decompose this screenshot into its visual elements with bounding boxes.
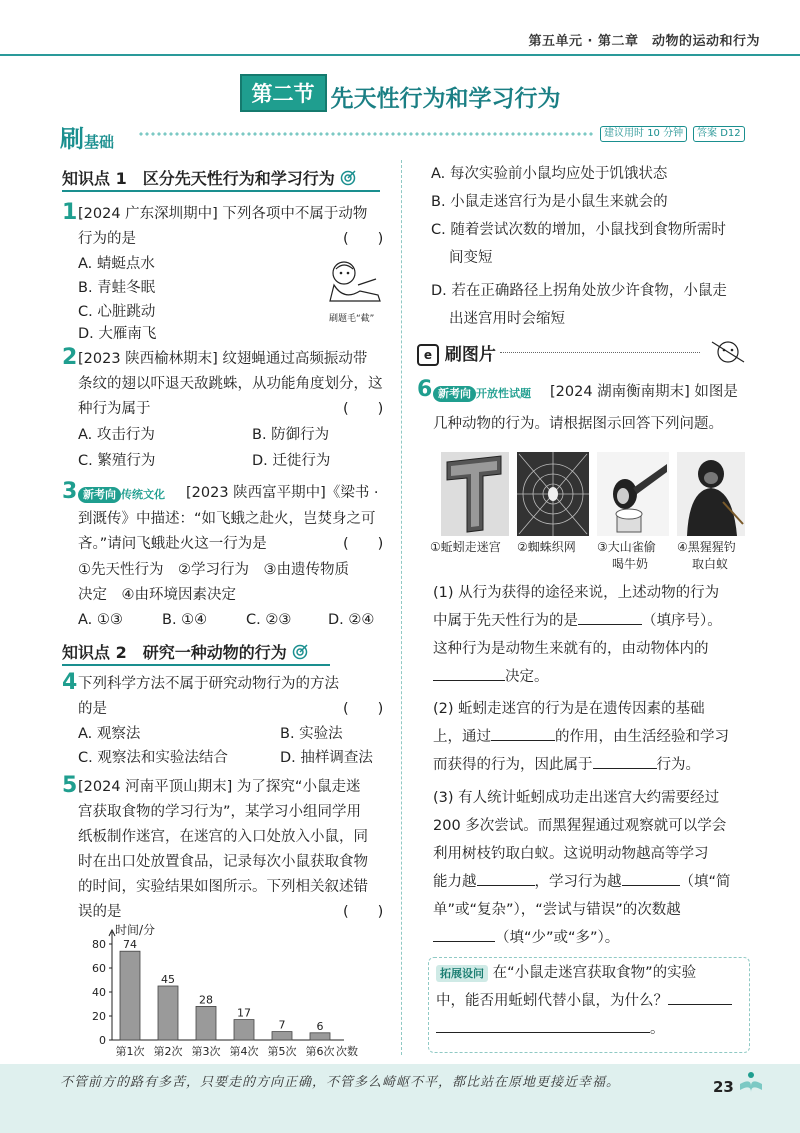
q6-p3-line1: (3) 有人统计蚯蚓成功走出迷宫大约需要经过 — [433, 790, 720, 806]
q5-stem-3: 纸板制作迷宫，在迷宫的入口处放入小鼠，同 — [78, 829, 368, 845]
picture-icon: e — [417, 344, 439, 366]
traditional-culture-tag: 传统文化 — [121, 488, 165, 501]
q6-p1-line4: 决定。 — [433, 665, 549, 689]
q6-p1-blank-1[interactable] — [578, 609, 642, 625]
suggested-time-tag: 建议用时 10 分钟 — [600, 126, 687, 142]
q3-stem-2: 到溉传》中描述：“如飞蛾之赴火，岂焚身之可 — [78, 511, 376, 527]
kp1-underline — [62, 190, 380, 192]
extension-tag: 拓展设问 — [436, 965, 488, 982]
knowledge-point-2-title: 知识点 2 研究一种动物的行为 — [62, 640, 308, 663]
q2-answer-paren: ( ) — [343, 401, 384, 417]
earthworm-maze-image — [441, 452, 509, 536]
x-tick-label: 第4次 — [229, 1045, 259, 1058]
x-tick-label: 第5次 — [267, 1045, 297, 1058]
q1-stem-1: [2024 广东深圳期中] 下列各项中不属于动物 — [78, 206, 368, 222]
q3-stem-3: 吝。”请问飞蛾赴火这一行为是 — [78, 536, 267, 552]
q6-p2-blank-2[interactable] — [593, 753, 657, 769]
image-caption-2: ②蜘蛛织网 — [517, 540, 576, 554]
q2-option-b[interactable]: B. 防御行为 — [252, 427, 330, 443]
q1-cartoon-caption: 刷题毛“截” — [329, 314, 375, 324]
extension-blank-2[interactable] — [436, 1017, 650, 1033]
q6-p2-line3: 而获得的行为，因此属于 行为。 — [433, 753, 700, 777]
q6-p3-line3: 利用树枝钓取白蚁。这说明动物越高等学习 — [433, 846, 709, 862]
target-icon — [340, 170, 356, 186]
q6-p2-line1: (2) 蚯蚓走迷宫的行为是在遗传因素的基础 — [433, 701, 705, 717]
q5-option-d-line2[interactable]: 出迷宫用时会缩短 — [449, 311, 565, 327]
footer-motto: 不管前方的路有多苦，只要走的方向正确，不管多么崎岖不平，都比站在原地更接近幸福。 — [60, 1075, 621, 1090]
tit-drinking-milk-image — [597, 452, 669, 536]
q5-option-b[interactable]: B. 小鼠走迷宫行为是小鼠生来就会的 — [431, 194, 668, 210]
page-number: 23 — [713, 1078, 734, 1096]
q6-p3-blank-2[interactable] — [622, 870, 680, 886]
bar — [310, 1033, 330, 1040]
pencil-mascot-icon — [708, 336, 748, 366]
q6-p3-line5: 单”或“复杂”），“尝试与错误”的次数越 — [433, 902, 681, 918]
q1-answer-paren: ( ) — [343, 231, 384, 247]
dotted-divider — [138, 131, 593, 137]
x-tick-label: 第1次 — [115, 1045, 145, 1058]
q2-option-d[interactable]: D. 迁徙行为 — [252, 453, 331, 469]
q2-number: 2 — [62, 345, 78, 370]
q1-option-b[interactable]: B. 青蛙冬眠 — [78, 280, 156, 296]
q4-option-b[interactable]: B. 实验法 — [280, 726, 343, 742]
bar — [120, 951, 140, 1040]
q3-option-a[interactable]: A. ①③ — [78, 612, 123, 628]
q5-option-c-line1[interactable]: C. 随着尝试次数的增加，小鼠找到食物所需时 — [431, 222, 726, 238]
q6-p3-line4: 能力越 ，学习行为越 （填“简 — [433, 870, 731, 894]
q2-stem-2: 条纹的翅以吓退天敌跳蛛，从功能角度划分，这 — [78, 376, 383, 392]
q6-p1-blank-2[interactable] — [433, 665, 505, 681]
answer-page-tag: 答案 D12 — [693, 126, 745, 142]
q3-tags — [78, 483, 165, 503]
y-tick-label: 0 — [99, 1034, 106, 1047]
q6-stem-2: 几种动物的行为。请根据图示回答下列问题。 — [433, 416, 723, 432]
q6-p1-line1: (1) 从行为获得的途径来说，上述动物的行为 — [433, 585, 720, 601]
q4-stem-2: 的是 — [78, 701, 107, 717]
q1-cartoon-image — [320, 255, 386, 307]
q1-number: 1 — [62, 200, 78, 225]
q6-p3-blank-1[interactable] — [477, 870, 535, 886]
q5-stem-5: 的时间，实验结果如图所示。下列相关叙述错 — [78, 879, 368, 895]
q1-option-d[interactable]: D. 大雁南飞 — [78, 326, 157, 342]
q3-statements-1: ①先天性行为 ②学习行为 ③由遗传物质 — [78, 562, 349, 578]
extension-blank-1[interactable] — [668, 989, 732, 1005]
bar-value-label: 7 — [278, 1018, 286, 1032]
image-caption-4b: 取白蚁 — [692, 557, 729, 571]
x-tick-label: 第6次 — [305, 1045, 335, 1058]
knowledge-point-1-title: 知识点 1 区分先天性行为和学习行为 — [62, 166, 356, 189]
q3-statements-2: 决定 ④由环境因素决定 — [78, 587, 236, 603]
q3-number: 3 — [62, 479, 78, 504]
q2-stem-3: 种行为属于 — [78, 401, 151, 417]
bar — [272, 1032, 292, 1040]
q1-option-c[interactable]: C. 心脏跳动 — [78, 304, 156, 320]
header-rule — [0, 54, 800, 56]
q5-option-d-line1[interactable]: D. 若在正确路径上拐角处放少许食物，小鼠走 — [431, 283, 727, 299]
target-icon — [292, 644, 308, 660]
new-direction-tag: 新考向 — [433, 386, 476, 402]
q5-option-a[interactable]: A. 每次实验前小鼠均应处于饥饿状态 — [431, 166, 668, 182]
q4-stem-1: 下列科学方法不属于研究动物行为的方法 — [78, 676, 339, 692]
q6-p3-blank-3[interactable] — [433, 926, 495, 942]
q5-stem-4: 时在出口处放置食品，记录每次小鼠获取食物 — [78, 854, 368, 870]
x-axis-label: 次数 — [336, 1045, 358, 1058]
y-tick-label: 40 — [92, 986, 106, 999]
q6-p1-line2: 中属于先天性行为的是 （填序号）。 — [433, 609, 722, 633]
kp2-underline — [62, 664, 330, 666]
q4-number: 4 — [62, 670, 78, 695]
chimpanzee-termites-image — [677, 452, 745, 536]
y-tick-label: 80 — [92, 938, 106, 951]
q5-number: 5 — [62, 773, 78, 798]
q5-stem-1: [2024 河南平顶山期末] 为了探究“小鼠走迷 — [78, 779, 361, 795]
q6-tags — [433, 382, 531, 402]
bar-value-label: 6 — [316, 1019, 324, 1033]
x-tick-label: 第2次 — [153, 1045, 183, 1058]
section-badge: 第二节 — [240, 74, 327, 112]
new-direction-tag: 新考向 — [78, 487, 121, 503]
q4-answer-paren: ( ) — [343, 701, 384, 717]
spider-web-image — [517, 452, 589, 536]
bar-value-label: 74 — [123, 938, 137, 952]
q6-p3-line6: （填“少”或“多”）。 — [433, 926, 619, 950]
picture-heading-rule — [500, 352, 700, 353]
column-divider — [401, 160, 402, 1055]
y-tick-label: 20 — [92, 1010, 106, 1023]
brush-picture-heading: e 刷图片 — [417, 340, 496, 366]
q4-option-d[interactable]: D. 抽样调查法 — [280, 750, 373, 766]
q6-p1-line3: 这种行为是动物生来就有的，由动物体内的 — [433, 641, 709, 657]
bar-value-label: 28 — [199, 993, 213, 1007]
chapter-header: 第五单元 · 第二章 动物的运动和行为 — [528, 34, 760, 49]
q6-p2-blank-1[interactable] — [491, 725, 555, 741]
q3-stem-1: [2023 陕西富平期中]《梁书 · — [186, 485, 379, 501]
open-question-tag: 开放性试题 — [476, 387, 531, 400]
section-title-text: 先天性行为和学习行为 — [330, 86, 561, 112]
y-axis-label: 时间/分 — [115, 923, 156, 937]
q5-bar-chart — [78, 922, 398, 1064]
q3-option-d[interactable]: D. ②④ — [328, 612, 375, 628]
q3-option-c[interactable]: C. ②③ — [246, 612, 292, 628]
extension-line3: 。 — [436, 1017, 665, 1041]
book-icon — [738, 1068, 764, 1094]
q6-p2-line2: 上，通过 的作用，由生活经验和学习 — [433, 725, 729, 749]
q6-number: 6 — [417, 377, 433, 402]
q2-stem-1: [2023 陕西榆林期末] 纹翅蝇通过高频振动带 — [78, 351, 368, 367]
q1-stem-2: 行为的是 — [78, 231, 136, 247]
image-caption-4: ④黑猩猩钓 — [677, 540, 736, 554]
q4-option-c[interactable]: C. 观察法和实验法结合 — [78, 750, 228, 766]
bar-value-label: 17 — [237, 1006, 251, 1020]
q1-option-a[interactable]: A. 蜻蜓点水 — [78, 256, 155, 272]
section-title — [0, 74, 800, 113]
q3-answer-paren: ( ) — [343, 536, 384, 552]
q5-stem-2: 宫获取食物的学习行为”，某学习小组同学用 — [78, 804, 362, 820]
extension-line2: 中，能否用蚯蚓代替小鼠，为什么？ — [436, 989, 732, 1013]
bar-value-label: 45 — [161, 973, 175, 986]
extension-line1: 拓展设问 在“小鼠走迷宫获取食物”的实验 — [436, 961, 696, 985]
q2-option-a[interactable]: A. 攻击行为 — [78, 427, 155, 443]
x-tick-label: 第3次 — [191, 1045, 221, 1058]
bar — [234, 1020, 254, 1040]
q3-option-b[interactable]: B. ①④ — [162, 612, 208, 628]
q6-stem-1: [2024 湖南衡南期末] 如图是 — [550, 384, 738, 400]
q5-option-c-line2[interactable]: 间变短 — [449, 250, 493, 266]
bar — [158, 986, 178, 1040]
bar — [196, 1006, 216, 1040]
y-tick-label: 60 — [92, 962, 106, 975]
q2-option-c[interactable]: C. 繁殖行为 — [78, 453, 156, 469]
q4-option-a[interactable]: A. 观察法 — [78, 726, 141, 742]
image-caption-3b: 喝牛奶 — [612, 557, 649, 571]
image-caption-3: ③大山雀偷 — [597, 540, 656, 554]
q5-answer-paren: ( ) — [343, 904, 384, 920]
image-caption-1: ①蚯蚓走迷宫 — [430, 540, 501, 554]
brush-basics-heading: 刷基础 — [60, 125, 115, 153]
q5-stem-6: 误的是 — [78, 904, 122, 920]
q6-p3-line2: 200 多次尝试。而黑猩猩通过观察就可以学会 — [433, 818, 727, 834]
